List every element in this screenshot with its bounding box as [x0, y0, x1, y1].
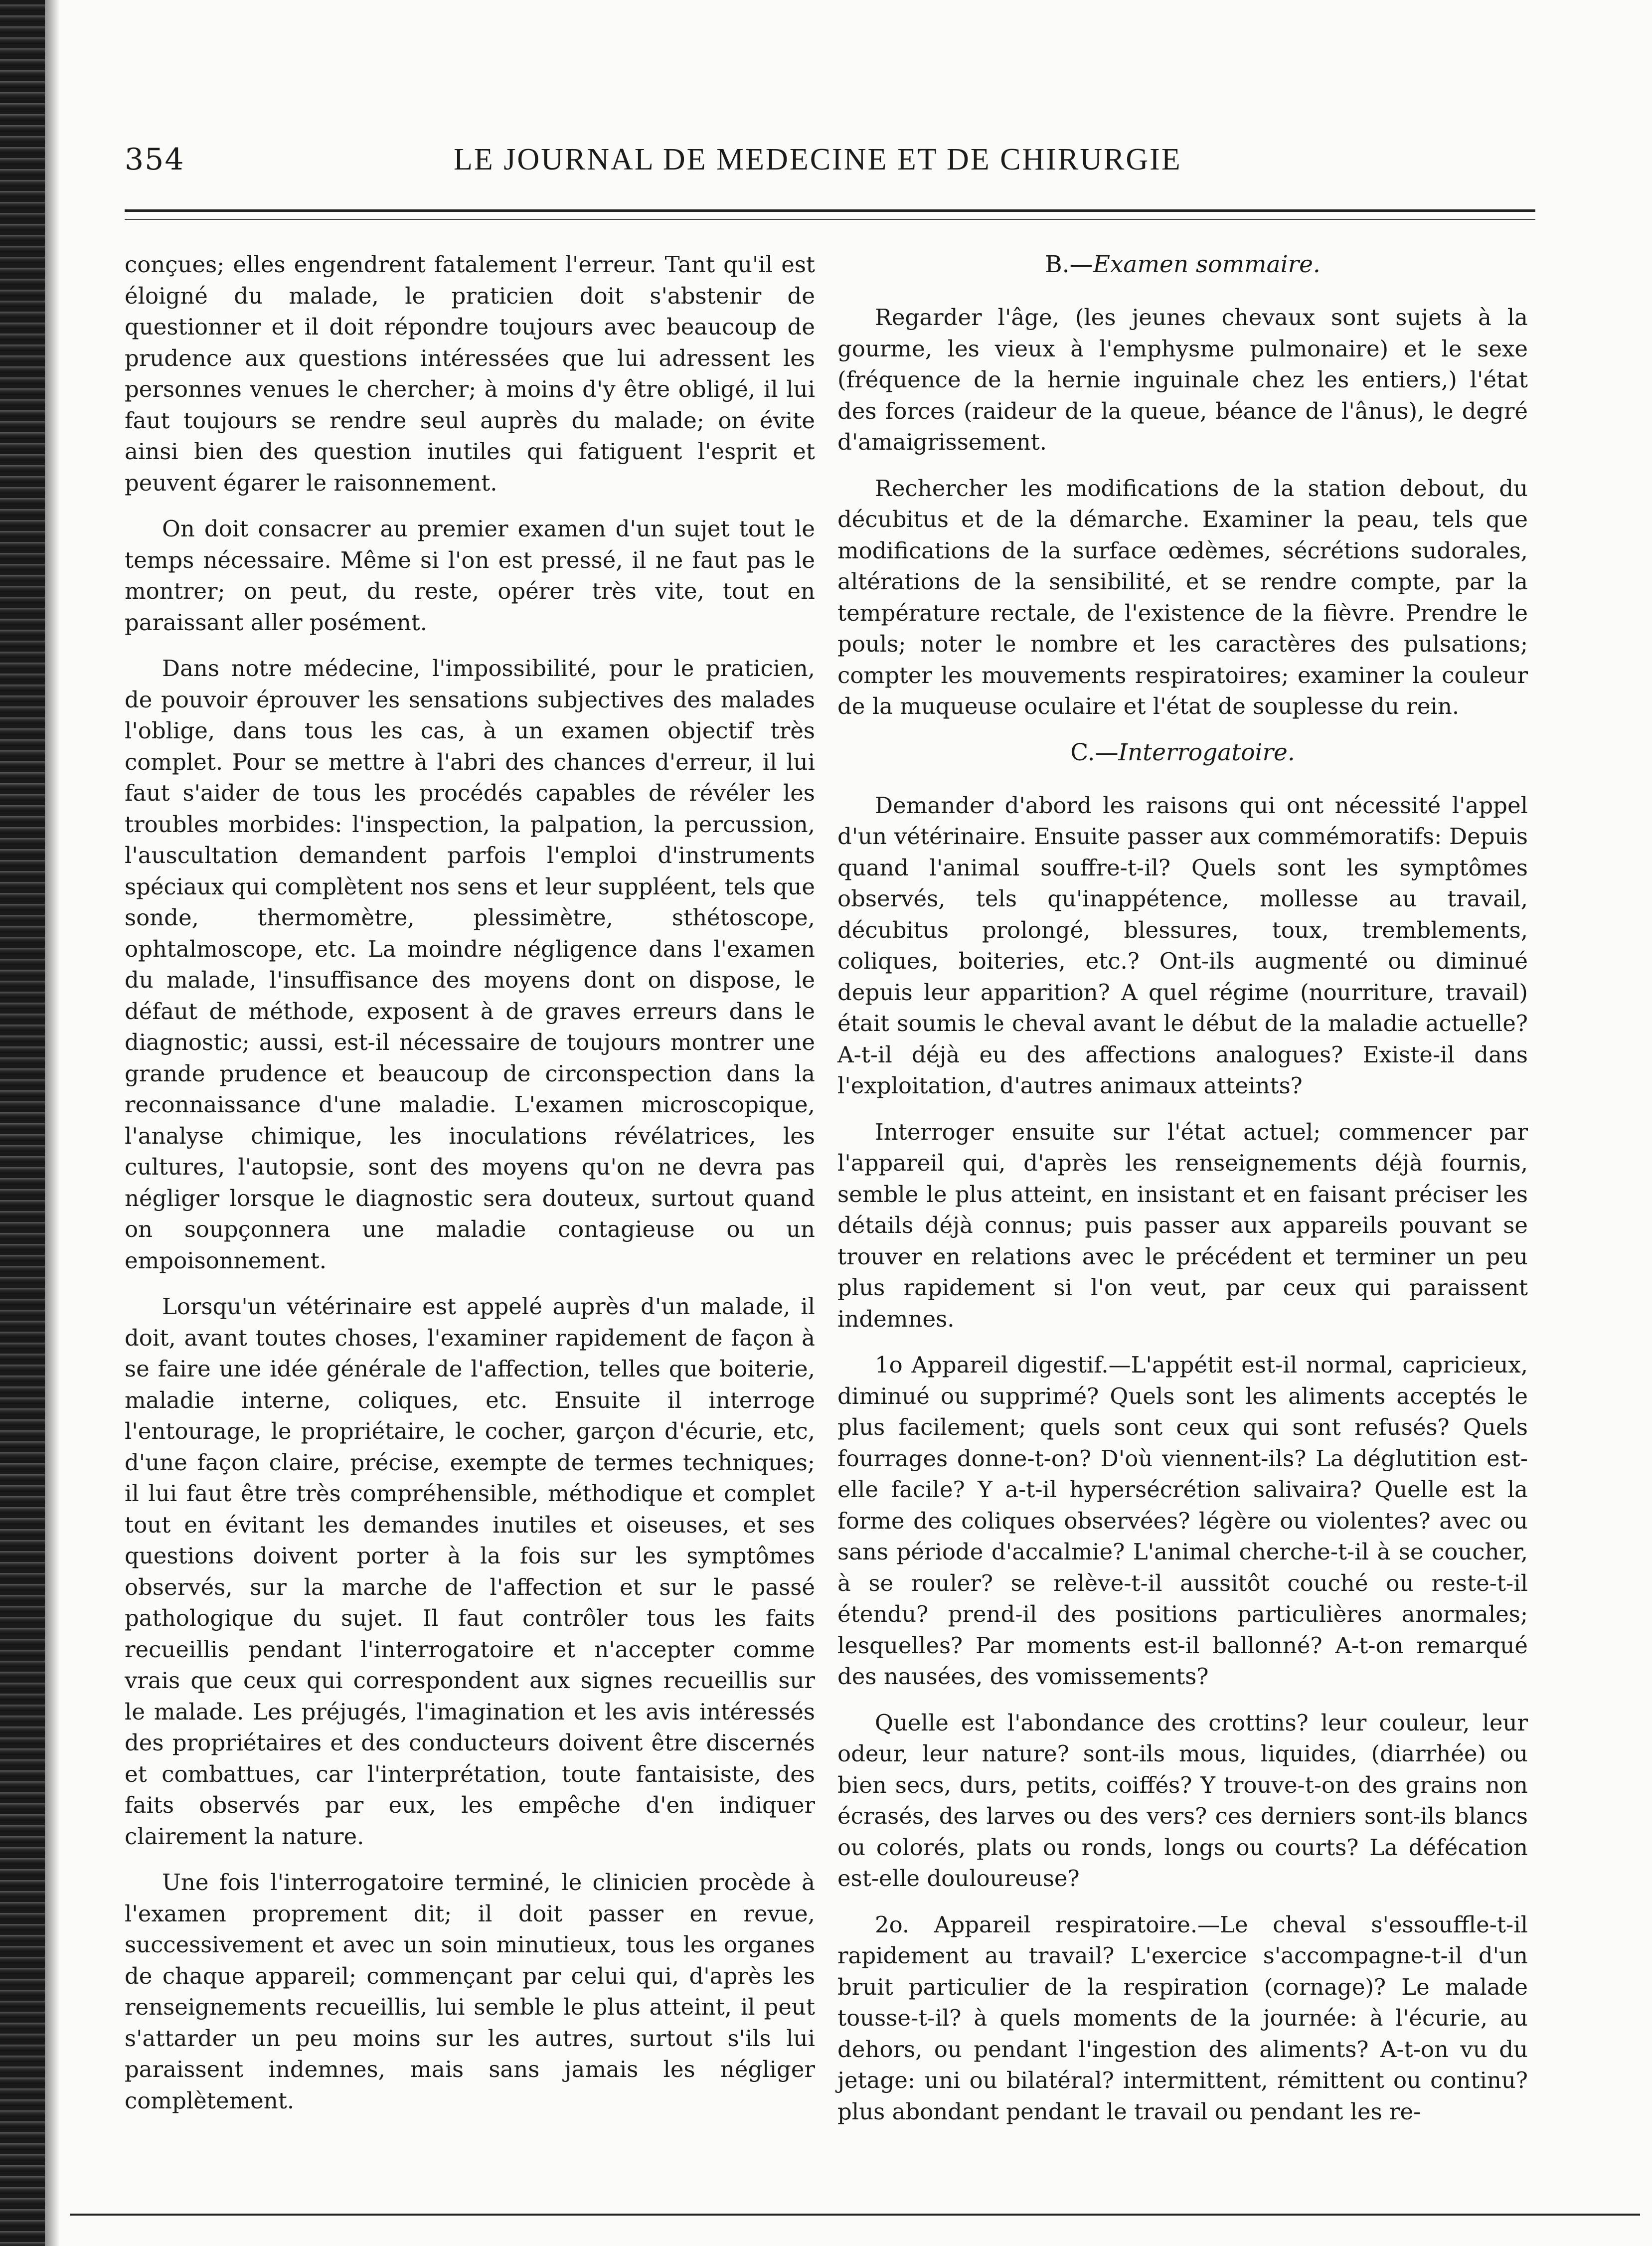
- left-column: [125, 249, 815, 2131]
- section-heading-title: Interrogatoire.: [1118, 738, 1295, 766]
- paragraph: 2o. Appareil respiratoire.—Le cheval s'essouffle-t-il rapidement au travail? L'exercice s'accompagne-t-il d'un bruit particulier de la respiration (cornage)? Le malade tousse-t-il? à quels moments de la journée: à l'écurie, au dehors, ou pendant l'ingestion des aliments? A-t-on vu du jetage: uni ou bilatéral? intermittent, rémittent ou continu? plus abondant pendant le travail ou pendant les re-: [837, 1911, 1528, 2125]
- page-header: [125, 142, 1535, 187]
- book-binding-edge: [0, 0, 45, 2246]
- paragraph: 1o Appareil digestif.—L'appétit est-il normal, capricieux, diminué ou supprimé? Quels sont les aliments acceptés le plus facilement; quels sont ceux qui sont refusés? Quels fourrages donne-t-on? D'où viennent-ils? La déglutition est-elle facile? Y a-t-il hypersécrétion salivaira? Quelle est la forme des coliques observées? légère ou violentes? avec ou sans période d'accalmie? L'animal cherche-t-il à se coucher, à se rouler? se relève-t-il aussitôt couché ou reste-t-il étendu? prend-il des positions particulières anormales; lesquelles? Par moments est-il ballonné? A-t-on remarqué des nausées, des vomissements?: [837, 1352, 1528, 1690]
- right-column: [837, 249, 1528, 2142]
- paragraph: Rechercher les modifications de la station debout, du décubitus et de la démarche. Examiner la peau, tels que modifications de la surface œdèmes, sécrétions sudorales, altérations de la sensibilité, et se rendre compte, par la température rectale, de l'existence de la fièvre. Prendre le pouls; noter le nombre et les caractères des pulsations; compter les mouvements respiratoires; examiner la couleur de la muqueuse oculaire et l'état de souplesse du rein.: [837, 475, 1528, 719]
- section-heading-b: [837, 249, 1528, 280]
- paragraph: Demander d'abord les raisons qui ont nécessité l'appel d'un vétérinaire. Ensuite passer aux commémoratifs: Depuis quand l'animal souffre-t-il? Quels sont les symptômes observés, tels qu'inappétence, mollesse au travail, décubitus prolongé, blessures, toux, tremblements, coliques, boiteries, etc.? Ont-ils augmenté ou diminué depuis leur apparition? A quel régime (nourriture, travail) était soumis le cheval avant le début de la maladie actuelle? A-t-il déjà eu des affections analogues? Existe-il dans l'exploitation, d'autres animaux atteints?: [837, 792, 1528, 1099]
- section-heading-c: [837, 737, 1528, 768]
- paragraph: Lorsqu'un vétérinaire est appelé auprès d'un malade, il doit, avant toutes choses, l'examiner rapidement de façon à se faire une idée générale de l'affection, telles que boiterie, maladie interne, coliques, etc. Ensuite il interroge l'entourage, le propriétaire, le cocher, garçon d'écurie, etc, d'une façon claire, précise, exempte de termes techniques; il lui faut être très compréhensible, méthodique et complet tout en évitant les demandes inutiles et oiseuses, et ses questions doivent porter à la fois sur les symptômes observés, sur la marche de l'affection et sur le passé pathologique du sujet. Il faut contrôler tous les faits recueillis pendant l'interrogatoire et n'accepter comme vrais que ceux qui correspondent aux signes recueillis sur le malade. Les préjugés, l'imagination et les avis intéressés des propriétaires et des conducteurs doivent être discernés et combattues, car l'interprétation, toute fantaisiste, des faits observés par eux, les empêche d'en indiquer clairement la nature.: [125, 1293, 815, 1850]
- paragraph: On doit consacrer au premier examen d'un sujet tout le temps nécessaire. Même si l'on est pressé, il ne faut pas le montrer; on peut, du reste, opérer très vite, tout en paraissant aller posément.: [125, 516, 815, 636]
- section-heading-prefix: B.—: [1045, 251, 1093, 278]
- paragraph: Une fois l'interrogatoire terminé, le clinicien procède à l'examen proprement dit; il doit passer en revue, successivement et avec un soin minutieux, tous les organes de chaque appareil; commençant par celui qui, d'après les renseignements recueillis, lui semble le plus atteint, il peut s'attarder un peu moins sur les autres, surtout s'ils lui paraissent indemnes, mais sans jamais les négliger complètement.: [125, 1869, 815, 2114]
- section-heading-prefix: C.—: [1070, 738, 1119, 766]
- paragraph: conçues; elles engendrent fatalement l'erreur. Tant qu'il est éloigné du malade, le praticien doit s'abstenir de questionner et il doit répondre toujours avec beaucoup de prudence aux questions intéressées que lui adressent les personnes venues le chercher; à moins d'y être obligé, il lui faut toujours se rendre seul auprès du malade; on évite ainsi bien des question inutiles qui fatiguent l'esprit et peuvent égarer le raisonnement.: [125, 251, 815, 496]
- paragraph: Interroger ensuite sur l'état actuel; commencer par l'appareil qui, d'après les renseignements déjà fournis, semble le plus atteint, en insistant et en faisant préciser les détails déjà connus; puis passer aux appareils pouvant se trouver en relations avec le précédent et terminer un peu plus rapidement si l'on veut, par ceux qui paraissent indemnes.: [837, 1118, 1528, 1332]
- paragraph: Regarder l'âge, (les jeunes chevaux sont sujets à la gourme, les vieux à l'emphysme pulmonaire) et le sexe (fréquence de la hernie inguinale chez les entiers,) l'état des forces (raideur de la queue, béance de l'ânus), le degré d'amaigrissement.: [837, 304, 1528, 455]
- section-heading-title: Examen sommaire.: [1093, 251, 1321, 278]
- page-number: 354: [125, 142, 185, 177]
- running-head: LE JOURNAL DE MEDECINE ET DE CHIRURGIE: [454, 143, 1182, 176]
- paragraph: Quelle est l'abondance des crottins? leur couleur, leur odeur, leur nature? sont-ils mous, liquides, (diarrhée) ou bien secs, durs, petits, coiffés? Y trouve-t-on des grains non écrasés, des larves ou des vers? ces derniers sont-ils blancs ou colorés, plats ou ronds, longs ou courts? La défécation est-elle douloureuse?: [837, 1709, 1528, 1892]
- footer-rule: [70, 2214, 1640, 2218]
- header-rule: [125, 209, 1535, 220]
- paragraph: Dans notre médecine, l'impossibilité, pour le praticien, de pouvoir éprouver les sensations subjectives des malades l'oblige, dans tous les cas, à un examen objectif très complet. Pour se mettre à l'abri des chances d'erreur, il lui faut s'aider de tous les procédés capables de révéler les troubles morbides: l'inspection, la palpation, la percussion, l'auscultation demandent parfois l'emploi d'instruments spéciaux qui complètent nos sens et leur suppléent, tels que sonde, thermomètre, plessimètre, sthétoscope, ophtalmoscope, etc. La moindre négligence dans l'examen du malade, l'insuffisance des moyens dont on dispose, le défaut de méthode, exposent à de graves erreurs dans le diagnostic; aussi, est-il nécessaire de toujours montrer une grande prudence et beaucoup de circonspection dans la reconnaissance d'une maladie. L'examen microscopique, l'analyse chimique, les inoculations révélatrices, les cultures, l'autopsie, sont des moyens qu'on ne devra pas négliger lorsque le diagnostic sera douteux, surtout quand on soupçonnera une maladie contagieuse ou un empoisonnement.: [125, 655, 815, 1274]
